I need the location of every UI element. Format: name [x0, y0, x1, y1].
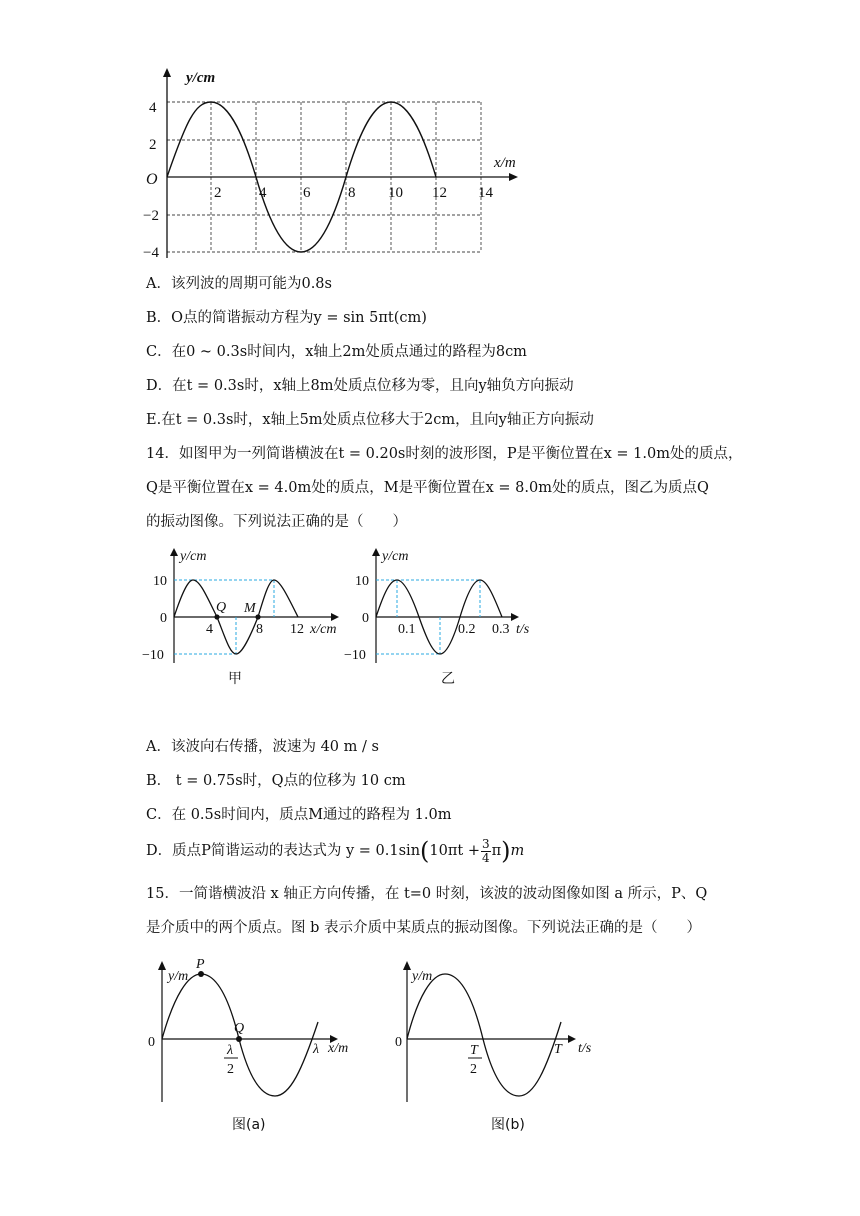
y-tick-4: 4 [149, 100, 157, 116]
q13-option-a: A．该列波的周期可能为0.8s [146, 276, 332, 292]
lambda-label: λ [313, 1042, 320, 1057]
y-tick-0: 0 [160, 611, 167, 626]
q15-caption-b: 图(b) [491, 1117, 525, 1133]
x-tick-8: 8 [348, 185, 356, 201]
point-p-label: P [196, 957, 205, 972]
y-axis-arrow [403, 961, 411, 970]
q14-caption-yi: 乙 [441, 671, 455, 687]
t-axis-arrow [568, 1035, 576, 1043]
q13-option-d: D．在t = 0.3s时，x轴上8m处质点位移为零，且向y轴负方向振动 [146, 378, 574, 394]
vibration-curve [407, 974, 561, 1096]
y-axis-arrow [158, 961, 166, 970]
x-axis-label: x/m [494, 155, 516, 171]
fraction-numerator: 3 [481, 836, 490, 851]
y-tick-neg10: −10 [142, 648, 164, 663]
half-lambda-denominator: 2 [227, 1062, 234, 1077]
q13-option-e: E.在t = 0.3s时，x轴上5m处质点位移大于2cm，且向y轴正方向振动 [146, 412, 594, 428]
point-q-label: Q [216, 600, 227, 615]
y-axis-label: y/cm [180, 549, 207, 564]
q15-stem-line1: 15．一简谐横波沿 x 轴正方向传播，在 t=0 时刻，该波的波动图像如图 a 所示，P、Q [146, 886, 708, 902]
x-tick-4: 4 [259, 185, 267, 201]
q14-wave-graph-jia [140, 545, 350, 665]
x-tick-6: 6 [303, 185, 311, 201]
x-tick-10: 10 [388, 185, 403, 201]
q13-option-b: B．O点的简谐振动方程为y = sin 5πt(cm) [146, 310, 427, 326]
y-tick-neg10: −10 [344, 648, 366, 663]
paren-close: ) [501, 837, 511, 865]
y-axis-label: y/cm [382, 549, 409, 564]
q14-option-a: A．该波向右传播，波速为 40 m / s [146, 739, 379, 755]
pi-symbol: π [491, 843, 502, 859]
q14-option-d-inner: 10πt + [429, 843, 480, 859]
y-tick-2: 2 [149, 137, 157, 153]
q14-caption-jia: 甲 [228, 671, 242, 687]
y-tick-10: 10 [153, 574, 167, 589]
q14-vibration-graph-yi [342, 545, 542, 665]
t-tick-0-3: 0.3 [492, 622, 510, 637]
y-axis-label: y/cm [186, 70, 216, 86]
point-m-label: M [244, 601, 256, 616]
q14-option-c: C．在 0.5s时间内，质点M通过的路程为 1.0m [146, 807, 452, 823]
y-axis-label: y/m [412, 969, 433, 984]
q13-option-c: C．在0 ~ 0.3s时间内，x轴上2m处质点通过的路程为8cm [146, 344, 527, 360]
half-period-numerator: T [470, 1043, 478, 1058]
x-axis-arrow [509, 173, 518, 181]
y-axis-arrow [170, 548, 178, 556]
y-axis-arrow [163, 68, 171, 77]
half-lambda-numerator: λ [227, 1043, 234, 1058]
y-tick-neg4: −4 [143, 245, 159, 260]
t-axis-label: t/s [516, 622, 530, 637]
q15-caption-a: 图(a) [232, 1117, 266, 1133]
point-q [214, 614, 219, 619]
x-tick-8: 8 [256, 622, 263, 637]
x-tick-12: 12 [290, 622, 304, 637]
origin-label: O [146, 171, 158, 188]
y-axis-label: y/m [168, 969, 189, 984]
q14-option-b: B． t = 0.75s时，Q点的位移为 10 cm [146, 773, 406, 789]
q15-wave-graph-a [140, 952, 380, 1112]
x-tick-4: 4 [206, 622, 213, 637]
x-axis-label: x/cm [310, 622, 337, 637]
t-axis-arrow [511, 613, 519, 621]
half-period-denominator: 2 [470, 1062, 477, 1077]
q14-stem-line3: 的振动图像。下列说法正确的是（ ） [146, 514, 407, 530]
y-tick-10: 10 [355, 574, 369, 589]
y-tick-0: 0 [362, 611, 369, 626]
x-axis-arrow [331, 613, 339, 621]
point-q-label: Q [234, 1021, 245, 1036]
q15-vibration-graph-b [390, 952, 620, 1112]
period-label: T [554, 1042, 562, 1057]
y-tick-neg2: −2 [143, 208, 159, 224]
fraction-3-4 [481, 838, 491, 865]
fraction-denominator: 4 [481, 850, 490, 865]
point-q [236, 1036, 242, 1042]
paren-open: ( [420, 837, 430, 865]
q14-option-d-prefix: D．质点P简谐运动的表达式为 y = 0.1sin [146, 843, 421, 859]
origin-label: 0 [395, 1035, 402, 1050]
x-axis-label: x/m [328, 1041, 349, 1056]
origin-label: 0 [148, 1035, 155, 1050]
wave-graph-grid [140, 60, 530, 260]
q14-option-d [146, 834, 524, 868]
x-tick-14: 14 [478, 185, 493, 201]
point-m [255, 614, 260, 619]
q14-stem-line1: 14．如图甲为一列简谐横波在t = 0.20s时刻的波形图，P是平衡位置在x = 1.0m处的质点， [146, 446, 743, 462]
y-axis-arrow [372, 548, 380, 556]
x-tick-12: 12 [432, 185, 447, 201]
t-tick-0-1: 0.1 [398, 622, 416, 637]
t-tick-0-2: 0.2 [458, 622, 476, 637]
x-tick-2: 2 [214, 185, 222, 201]
unit-m: m [510, 843, 525, 859]
q14-stem-line2: Q是平衡位置在x = 4.0m处的质点，M是平衡位置在x = 8.0m处的质点，图乙为质点Q [146, 480, 709, 496]
q15-stem-line2: 是介质中的两个质点。图 b 表示介质中某质点的振动图像。下列说法正确的是（ ） [146, 920, 701, 936]
t-axis-label: t/s [578, 1041, 592, 1056]
